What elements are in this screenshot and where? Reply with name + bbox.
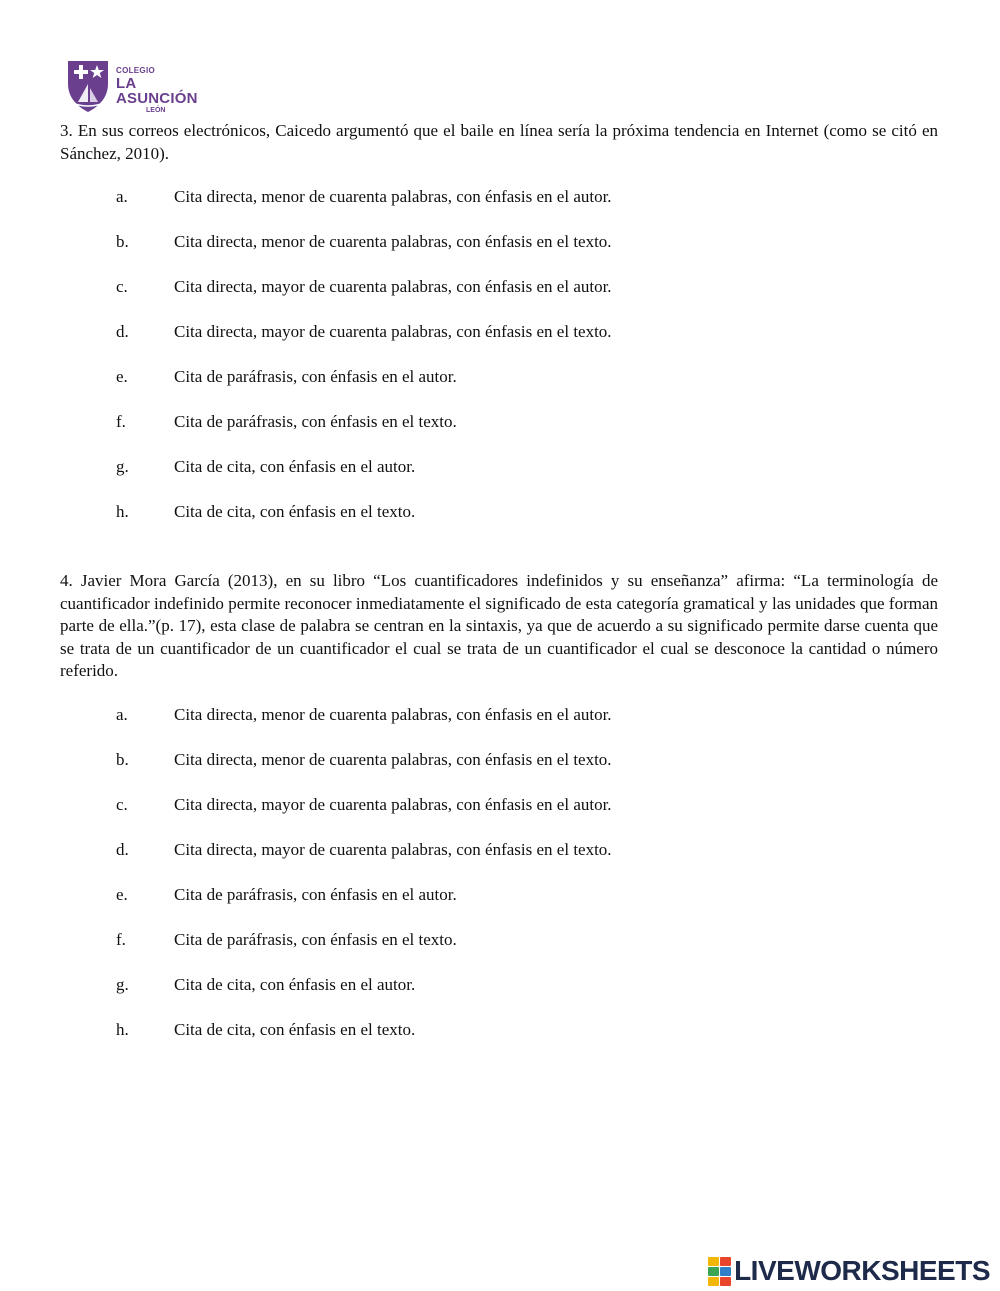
option-text: Cita directa, menor de cuarenta palabras, con énfasis en el texto. <box>174 232 612 251</box>
option-letter: b. <box>116 750 129 769</box>
option-letter: g. <box>116 457 129 476</box>
option-item <box>0 456 1000 501</box>
option-text: Cita de cita, con énfasis en el texto. <box>174 502 416 521</box>
option-text: Cita directa, menor de cuarenta palabras, con énfasis en el texto. <box>174 750 612 769</box>
option-letter: h. <box>116 1020 129 1039</box>
question-4-text: 4. Javier Mora García (2013), en su libro “Los cuantificadores indefinidos y su enseñanza” afirma: “La terminología de cuantificador indefinido permite reconocer inmediatamente el significado de esta categoría gramatical y las unidades que forman parte de ella.”(p. 17), esta clase de palabra se centran en la sintaxis, ya que de acuerdo a su significado permite darse cuenta que se trata de un cuantificador de un cuantificador el cual se trata de un cuantificador el cual se desconoce la cantidad o número referido. <box>60 571 938 680</box>
logo-line-colegio: COLEGIO <box>116 66 155 75</box>
liveworksheets-brand <box>708 1256 990 1286</box>
option-text: Cita directa, mayor de cuarenta palabras, con énfasis en el texto. <box>174 322 612 341</box>
option-item <box>0 839 1000 884</box>
logo-line-name: LA ASUNCIÓN <box>116 75 198 107</box>
option-text: Cita de paráfrasis, con énfasis en el autor. <box>174 885 457 904</box>
option-item <box>0 929 1000 974</box>
option-text: Cita de paráfrasis, con énfasis en el texto. <box>174 412 457 431</box>
logo-line-city: LEÓN <box>146 107 166 114</box>
option-item <box>0 1019 1000 1064</box>
option-text: Cita de paráfrasis, con énfasis en el texto. <box>174 930 457 949</box>
brand-block <box>720 1257 731 1266</box>
option-item <box>0 231 1000 276</box>
brand-block <box>720 1267 731 1276</box>
question-4-options <box>0 704 1000 1064</box>
option-item <box>0 501 1000 546</box>
option-letter: b. <box>116 232 129 251</box>
option-text: Cita directa, mayor de cuarenta palabras, con énfasis en el texto. <box>174 840 612 859</box>
option-item <box>0 884 1000 929</box>
brand-block <box>708 1257 719 1266</box>
question-3-options <box>0 186 1000 546</box>
option-text: Cita directa, menor de cuarenta palabras, con énfasis en el autor. <box>174 705 612 724</box>
option-text: Cita de cita, con énfasis en el autor. <box>174 975 416 994</box>
option-letter: f. <box>116 930 126 949</box>
option-item <box>0 411 1000 456</box>
question-3-text: 3. En sus correos electrónicos, Caicedo argumentó que el baile en línea sería la próxima tendencia en Internet (como se citó en Sánchez, 2010). <box>60 121 938 163</box>
option-item <box>0 794 1000 839</box>
brand-block <box>720 1277 731 1286</box>
liveworksheets-wordmark: LIVEWORKSHEETS <box>734 1255 990 1286</box>
option-letter: a. <box>116 187 128 206</box>
option-text: Cita de paráfrasis, con énfasis en el autor. <box>174 367 457 386</box>
option-text: Cita de cita, con énfasis en el autor. <box>174 457 416 476</box>
option-text: Cita de cita, con énfasis en el texto. <box>174 1020 416 1039</box>
option-letter: h. <box>116 502 129 521</box>
option-item <box>0 321 1000 366</box>
option-letter: c. <box>116 795 128 814</box>
option-text: Cita directa, mayor de cuarenta palabras, con énfasis en el autor. <box>174 277 612 296</box>
option-item <box>0 749 1000 794</box>
school-logo-text <box>116 67 204 114</box>
brand-block <box>708 1277 719 1286</box>
school-shield-icon <box>64 58 112 114</box>
option-letter: g. <box>116 975 129 994</box>
liveworksheets-logo-icon <box>708 1257 731 1286</box>
option-item <box>0 276 1000 321</box>
option-letter: f. <box>116 412 126 431</box>
brand-block <box>708 1267 719 1276</box>
option-letter: d. <box>116 322 129 341</box>
option-item <box>0 186 1000 231</box>
option-item <box>0 974 1000 1019</box>
option-letter: d. <box>116 840 129 859</box>
option-text: Cita directa, mayor de cuarenta palabras, con énfasis en el autor. <box>174 795 612 814</box>
school-logo <box>64 58 204 116</box>
option-letter: e. <box>116 885 128 904</box>
option-letter: a. <box>116 705 128 724</box>
option-letter: e. <box>116 367 128 386</box>
option-text: Cita directa, menor de cuarenta palabras, con énfasis en el autor. <box>174 187 612 206</box>
option-letter: c. <box>116 277 128 296</box>
option-item <box>0 704 1000 749</box>
option-item <box>0 366 1000 411</box>
